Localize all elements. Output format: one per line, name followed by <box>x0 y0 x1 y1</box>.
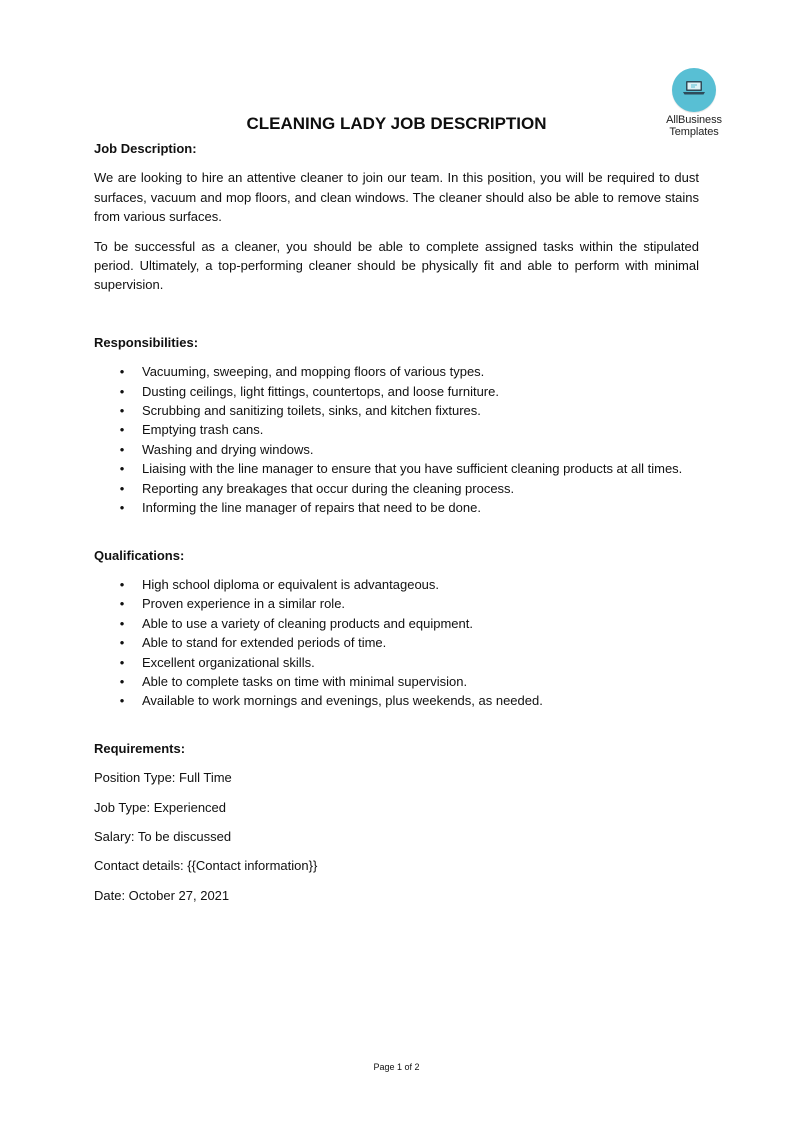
list-item <box>94 575 699 594</box>
bullet-icon: • <box>119 441 125 457</box>
bullet-icon: • <box>119 635 125 651</box>
list-item-text: High school diploma or equivalent is advantageous. <box>142 576 440 592</box>
logo-circle <box>672 68 716 112</box>
list-item <box>94 382 699 401</box>
bullet-icon: • <box>119 654 125 670</box>
document-body <box>94 139 699 915</box>
position-type: Position Type: Full Time <box>94 770 232 786</box>
list-item <box>94 440 699 459</box>
requirements-heading: Requirements: <box>94 740 186 756</box>
list-item <box>94 401 699 420</box>
list-item-text: Dusting ceilings, light fittings, countertops, and loose furniture. <box>142 383 499 399</box>
list-item-text: Vacuuming, sweeping, and mopping floors of various types. <box>142 364 485 380</box>
section-spacer <box>94 711 699 739</box>
bullet-icon: • <box>119 422 125 438</box>
job-description-heading: Job Description: <box>94 141 197 156</box>
bullet-icon: • <box>119 673 125 689</box>
list-item-text: Emptying trash cans. <box>142 422 264 438</box>
list-item-text: Liaising with the line manager to ensure that you have sufficient cleaning products at all times. <box>142 461 683 477</box>
list-item <box>94 594 699 613</box>
bullet-icon: • <box>119 596 125 612</box>
page-number: Page 1 of 2 <box>373 1062 420 1072</box>
document-title: CLEANING LADY JOB DESCRIPTION <box>246 114 547 133</box>
logo-text-line1: AllBusiness <box>666 114 722 126</box>
bullet-icon: • <box>119 480 125 496</box>
list-item <box>94 459 699 478</box>
laptop-icon <box>683 80 705 96</box>
list-item-text: Informing the line manager of repairs that need to be done. <box>142 500 481 516</box>
bullet-icon: • <box>119 576 125 592</box>
bullet-icon: • <box>119 693 125 709</box>
qualifications-list <box>94 575 699 711</box>
section-spacer <box>94 518 699 546</box>
job-description-paragraph-1: We are looking to hire an attentive cleaner to join our team. In this position, you will be required to dust surfaces, vacuum and mop floors, and clean windows. The cleaner should also be able to remove stains from various surfaces. <box>94 170 699 225</box>
salary: Salary: To be discussed <box>94 828 232 844</box>
list-item-text: Able to stand for extended periods of time. <box>142 635 387 651</box>
list-item-text: Washing and drying windows. <box>142 441 314 457</box>
list-item-text: Scrubbing and sanitizing toilets, sinks, and kitchen fixtures. <box>142 403 481 419</box>
bullet-icon: • <box>119 383 125 399</box>
date: Date: October 27, 2021 <box>94 887 230 903</box>
job-description-paragraph-2: To be successful as a cleaner, you should be able to complete assigned tasks within the stipulated period. Ultimately, a top-performing cleaner should be physically fit and able to perform with minimal supervision. <box>94 238 699 293</box>
list-item <box>94 653 699 672</box>
list-item-text: Proven experience in a similar role. <box>142 596 346 612</box>
responsibilities-heading: Responsibilities: <box>94 334 199 350</box>
list-item-text: Excellent organizational skills. <box>142 654 315 670</box>
bullet-icon: • <box>119 364 125 380</box>
list-item <box>94 498 699 517</box>
list-item <box>94 691 699 710</box>
list-item <box>94 672 699 691</box>
bullet-icon: • <box>119 500 125 516</box>
list-item <box>94 479 699 498</box>
responsibilities-list <box>94 362 699 517</box>
contact-details: Contact details: {{Contact information}} <box>94 858 318 874</box>
list-item-text: Able to complete tasks on time with minimal supervision. <box>142 673 468 689</box>
bullet-icon: • <box>119 615 125 631</box>
bullet-icon: • <box>119 403 125 419</box>
list-item-text: Reporting any breakages that occur during the cleaning process. <box>142 480 515 496</box>
list-item <box>94 614 699 633</box>
list-item-text: Available to work mornings and evenings, plus weekends, as needed. <box>142 693 543 709</box>
job-type: Job Type: Experienced <box>94 799 227 815</box>
list-item <box>94 362 699 381</box>
list-item-text: Able to use a variety of cleaning products and equipment. <box>142 615 473 631</box>
section-spacer <box>94 305 699 333</box>
qualifications-heading: Qualifications: <box>94 547 185 563</box>
list-item <box>94 633 699 652</box>
logo-text-line2: Templates <box>669 126 719 138</box>
bullet-icon: • <box>119 461 125 477</box>
list-item <box>94 420 699 439</box>
